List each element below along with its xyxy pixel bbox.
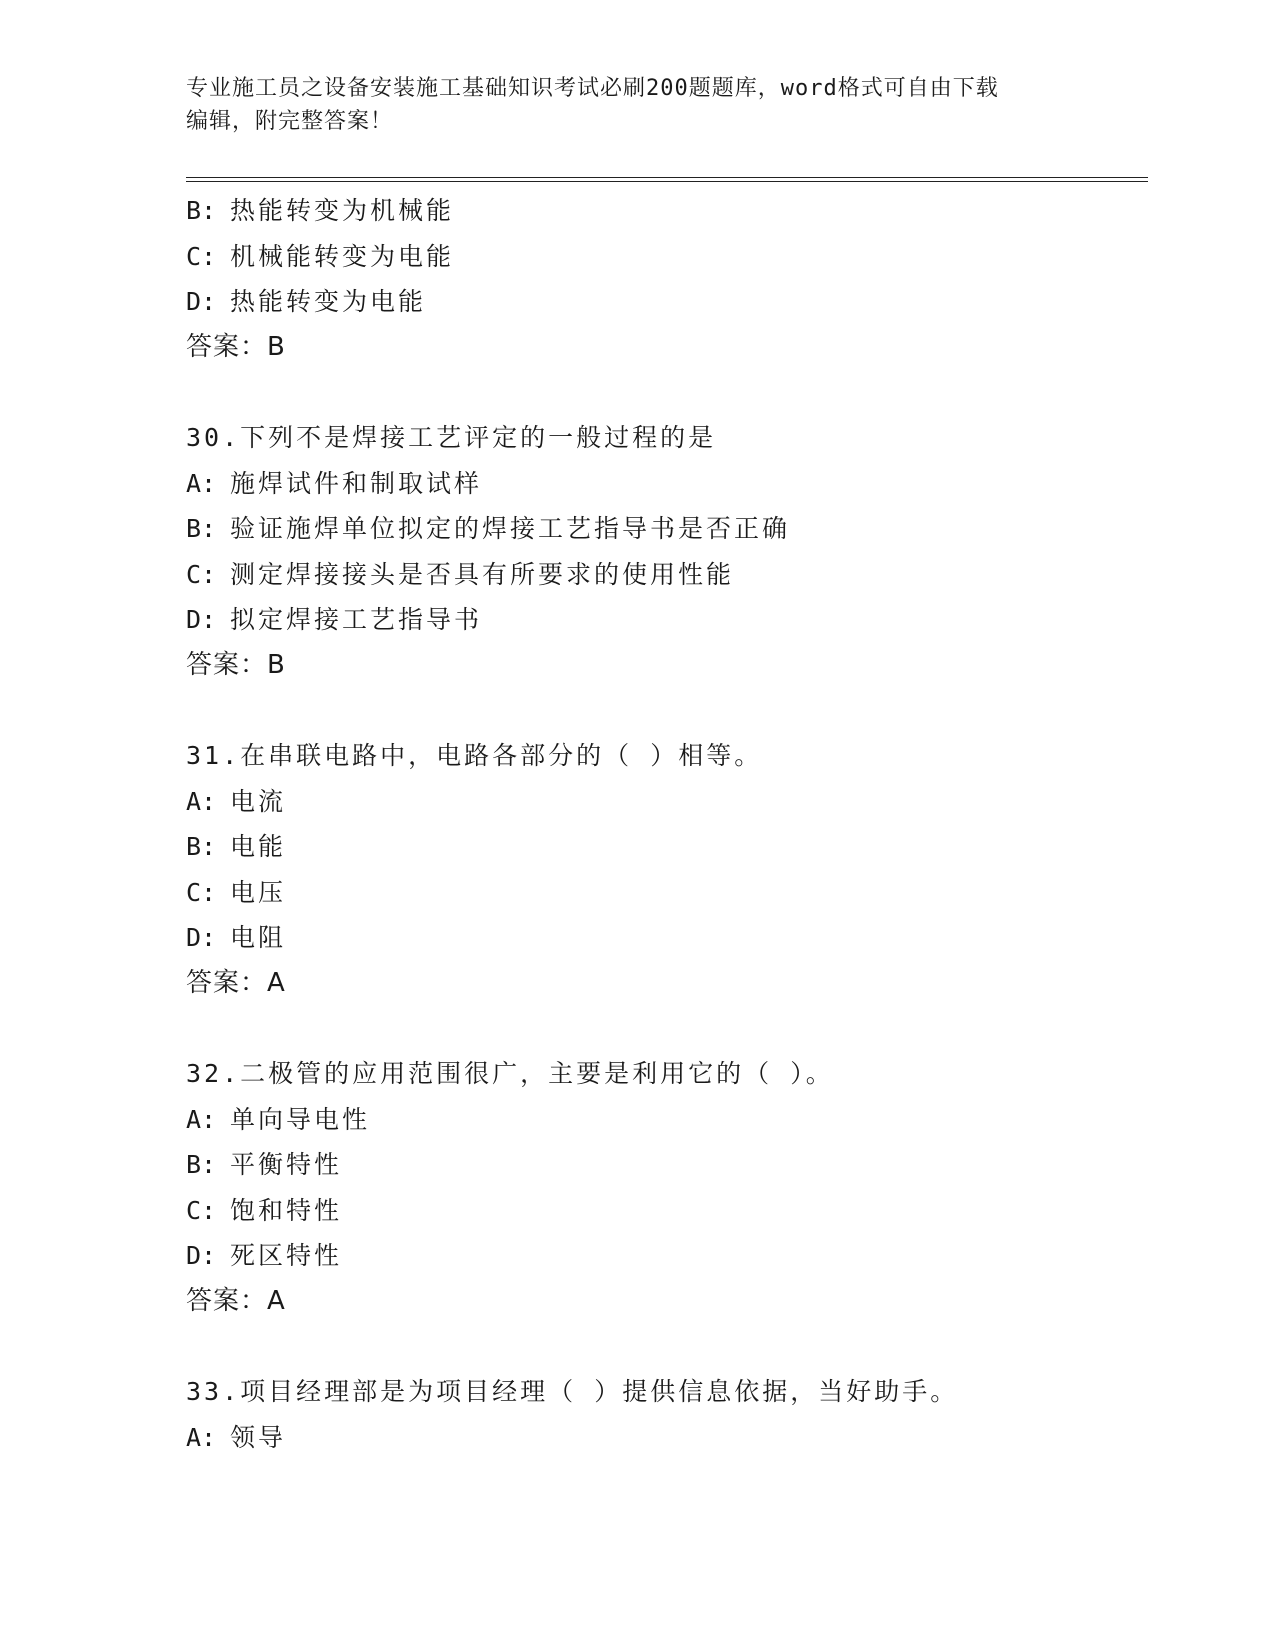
option-text: 验证施焊单位拟定的焊接工艺指导书是否正确 — [230, 514, 791, 543]
option-d — [186, 1233, 1146, 1279]
option-letter: B: — [186, 514, 217, 543]
option-text: 电能 — [230, 832, 287, 861]
question-list — [186, 188, 1146, 1460]
option-c — [186, 870, 1146, 916]
header-title-line-1: 专业施工员之设备安装施工基础知识考试必刷200题题库，word格式可自由下载 — [186, 76, 999, 101]
option-letter: A: — [186, 786, 217, 816]
question-stem: 33.项目经理部是为项目经理（ ）提供信息依据，当好助手。 — [186, 1377, 959, 1406]
option-letter: B: — [186, 196, 217, 225]
option-text: 电流 — [230, 786, 287, 816]
question-30 — [186, 415, 1146, 688]
option-letter: C: — [186, 559, 217, 589]
question-29-continued — [186, 188, 1146, 370]
option-text: 饱和特性 — [230, 1195, 343, 1225]
option-text: 机械能转变为电能 — [230, 241, 455, 271]
option-text: 死区特性 — [230, 1241, 343, 1270]
option-letter: C: — [186, 1195, 217, 1225]
option-text: 平衡特性 — [230, 1150, 343, 1179]
option-c — [186, 234, 1146, 280]
document-header — [186, 72, 1066, 138]
answer-line: 答案：B — [186, 649, 286, 680]
option-b — [186, 824, 1146, 870]
answer-line: 答案：A — [186, 967, 286, 998]
option-text: 热能转变为电能 — [230, 287, 427, 316]
question-31 — [186, 733, 1146, 1006]
option-text: 拟定焊接工艺指导书 — [230, 605, 483, 634]
option-d — [186, 915, 1146, 961]
option-a — [186, 1415, 1146, 1461]
option-letter: D: — [186, 1241, 217, 1270]
option-text: 领导 — [230, 1422, 287, 1452]
question-32 — [186, 1051, 1146, 1324]
question-33 — [186, 1369, 1146, 1460]
question-spacer — [186, 370, 1146, 415]
option-letter: D: — [186, 923, 217, 952]
option-a — [186, 461, 1146, 507]
option-b — [186, 1142, 1146, 1188]
option-d — [186, 597, 1146, 643]
answer-line: 答案：A — [186, 1285, 286, 1316]
option-text: 测定焊接接头是否具有所要求的使用性能 — [230, 559, 735, 589]
option-a — [186, 1097, 1146, 1143]
option-text: 热能转变为机械能 — [230, 196, 455, 225]
option-text: 电阻 — [230, 923, 287, 952]
option-letter: D: — [186, 287, 217, 316]
option-b — [186, 506, 1146, 552]
question-spacer — [186, 1324, 1146, 1369]
option-letter: A: — [186, 468, 217, 498]
option-c — [186, 552, 1146, 598]
option-letter: C: — [186, 241, 217, 271]
option-letter: A: — [186, 1104, 217, 1134]
question-stem: 30.下列不是焊接工艺评定的一般过程的是 — [186, 423, 717, 452]
question-spacer — [186, 688, 1146, 733]
answer-line: 答案：B — [186, 331, 286, 362]
option-text: 电压 — [230, 877, 287, 907]
option-letter: B: — [186, 1150, 217, 1179]
option-text: 单向导电性 — [230, 1104, 371, 1134]
option-letter: D: — [186, 605, 217, 634]
option-d — [186, 279, 1146, 325]
question-spacer — [186, 1006, 1146, 1051]
option-c — [186, 1188, 1146, 1234]
question-stem: 31.在串联电路中，电路各部分的（ ）相等。 — [186, 741, 763, 770]
option-b — [186, 188, 1146, 234]
option-a — [186, 779, 1146, 825]
question-stem: 32.二极管的应用范围很广，主要是利用它的（ ）。 — [186, 1059, 834, 1088]
option-text: 施焊试件和制取试样 — [230, 468, 483, 498]
option-letter: C: — [186, 877, 217, 907]
header-title-line-2: 编辑，附完整答案！ — [186, 109, 394, 134]
header-double-rule — [186, 177, 1148, 182]
option-letter: B: — [186, 832, 217, 861]
option-letter: A: — [186, 1422, 217, 1452]
